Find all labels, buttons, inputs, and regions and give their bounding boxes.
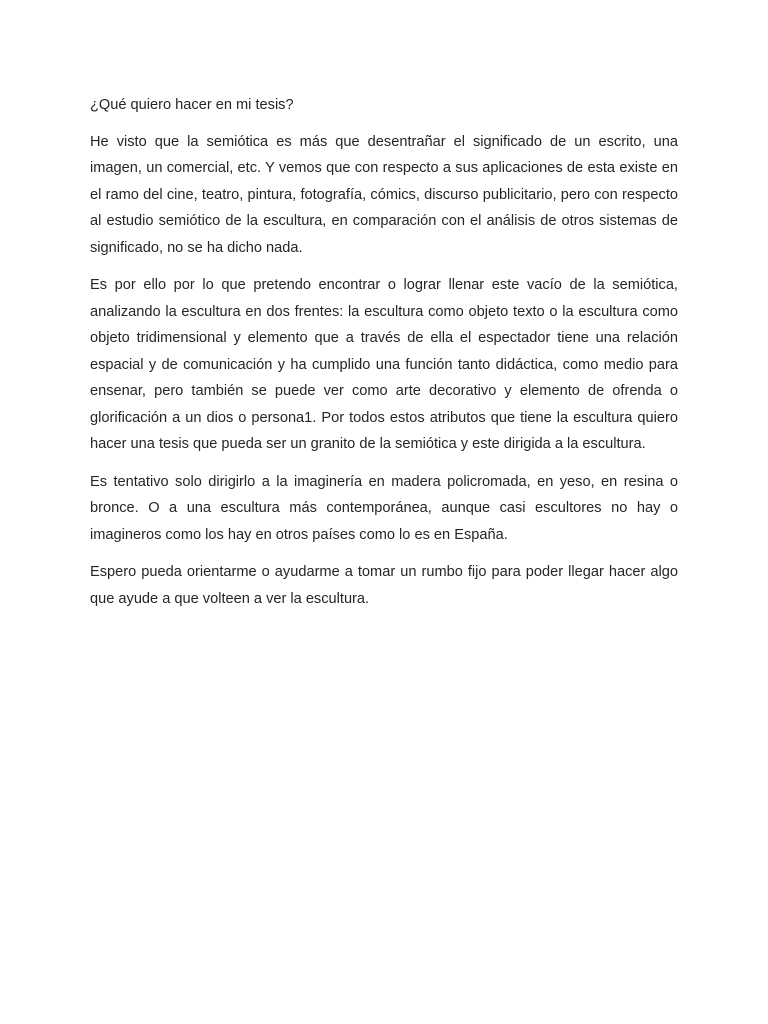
document-body (90, 92, 678, 623)
paragraph-2: Es por ello por lo que pretendo encontrar o lograr llenar este vacío de la semiótica, analizando la escultura en dos frentes: la escultura como objeto texto o la escultura como objeto tridimensional y elemento que a través de ella el espectador tiene una relación espacial y de comunicación y ha cumplido una función tanto didáctica, como medio para ensenar, pero también se puede ver como arte decorativo y elemento de ofrenda o glorificación a un dios o persona1. Por todos estos atributos que tiene la escultura quiero hacer una tesis que pueda ser un granito de la semiótica y este dirigida a la escultura. (90, 277, 678, 452)
paragraph-3: Es tentativo solo dirigirlo a la imaginería en madera policromada, en yeso, en resina o bronce. O a una escultura más contemporánea, aunque casi escultores no hay o imagineros como los hay en otros países como lo es en España. (90, 473, 678, 543)
paragraph-4: Espero pueda orientarme o ayudarme a tomar un rumbo fijo para poder llegar hacer algo que ayude a que volteen a ver la escultura. (90, 564, 678, 607)
document-heading: ¿Qué quiero hacer en mi tesis? (90, 97, 294, 113)
paragraph-1: He visto que la semiótica es más que desentrañar el significado de un escrito, una imagen, un comercial, etc. Y vemos que con respecto a sus aplicaciones de esta existe en el ramo del cine, teatro, pintura, fotografía, cómics, discurso publicitario, pero con respecto al estudio semiótico de la escultura, en comparación con el análisis de otros sistemas de significado, no se ha dicho nada. (90, 133, 678, 256)
